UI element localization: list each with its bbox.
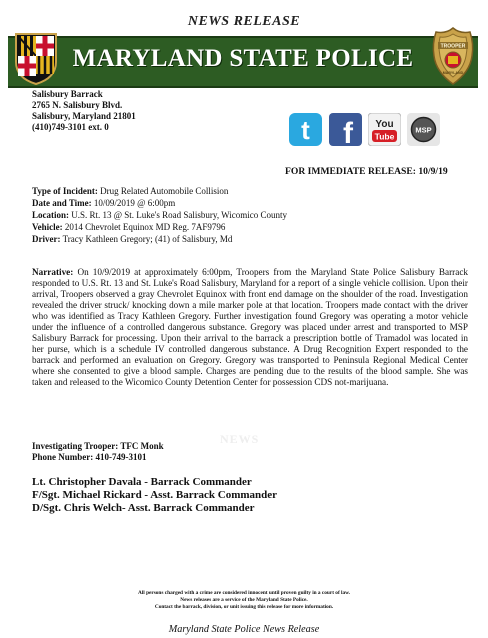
- incident-date-label: Date and Time:: [32, 198, 92, 208]
- narrative-paragraph: [32, 267, 468, 388]
- investigating-trooper: Investigating Trooper: TFC Monk: [32, 441, 164, 451]
- incident-type-label: Type of Incident:: [32, 186, 98, 196]
- msp-glyph: MSP: [415, 125, 432, 135]
- commander-line: D/Sgt. Chris Welch- Asst. Barrack Commander: [32, 502, 255, 514]
- news-release-heading: NEWS RELEASE: [187, 14, 301, 29]
- incident-date: [32, 198, 175, 209]
- youtube-top-glyph: You: [375, 119, 394, 130]
- twitter-glyph: t: [301, 115, 310, 145]
- incident-driver-value: Tracy Kathleen Gregory; (41) of Salisbury, Md: [60, 234, 233, 244]
- address-line-city: Salisbury, Maryland 21801: [32, 111, 136, 121]
- maryland-flag-shield-icon: [12, 28, 60, 86]
- address-line-street: 2765 N. Salisbury Blvd.: [32, 100, 123, 110]
- incident-date-value: 10/09/2019 @ 6:00pm: [91, 198, 176, 208]
- commander-line: F/Sgt. Michael Rickard - Asst. Barrack Commander: [32, 489, 278, 501]
- narrative-text: On 10/9/2019 at approximately 6:00pm, Troopers from the Maryland State Police Salisbury Barrack responded to U.S. Rt. 13 and St. Luke's Road Salisbury, Maryland for a report of a single vehicle collision. Upon their arrival, Troopers observed a gray Chevrolet Equinox with front end damage on the shoulder of the road. Investigation revealed the driver struck/ knocking down a mile marker pole at that location. Troopers made contact with the driver who was identified as Tracy Kathleen Gregory. Further investigation found Gregory was operating a motor vehicle under the influence of a controlled dangerous substance. Gregory was placed under arrest and transported to MSP Salisbury Barrack for processing. Upon their arrival to the barrack a prescription bottle of Tramadol was located in her purse, which is a schedule IV controlled dangerous substance. A Drug Recognition Expert responded to the barrack and performed an evaluation on Gregory. Gregory was transported to Peninsula Regional Medical Center where she consented to give a blood sample. Charges are pending due to the results of the blood sample. She was taken and released to the Wicomico County Detention Center for possession CDS not-marijuana.: [32, 267, 468, 387]
- incident-type: [32, 186, 228, 197]
- disclaimer-line: News releases are a service of the Maryland State Police.: [180, 597, 308, 603]
- disclaimer-line: All persons charged with a crime are considered innocent until proven guilty in a court of law.: [137, 590, 351, 596]
- news-watermark: NEWS: [220, 432, 260, 446]
- incident-location-label: Location:: [32, 210, 69, 220]
- msp-app-icon[interactable]: [407, 113, 440, 146]
- facebook-icon[interactable]: [329, 113, 362, 146]
- immediate-release-date: FOR IMMEDIATE RELEASE: 10/9/19: [285, 166, 448, 177]
- incident-location: [32, 210, 287, 221]
- footer-title: Maryland State Police News Release: [168, 624, 320, 635]
- badge-subtext: MARYLAND: [442, 71, 464, 75]
- youtube-icon[interactable]: [368, 113, 401, 146]
- twitter-icon[interactable]: [289, 113, 322, 146]
- address-line-phone: (410)749-3101 ext. 0: [32, 122, 109, 132]
- incident-driver: [32, 234, 232, 245]
- incident-vehicle: [32, 222, 225, 233]
- disclaimer-line: Contact the barrack, division, or unit issuing this release for more information.: [154, 604, 334, 610]
- incident-vehicle-label: Vehicle:: [32, 222, 63, 232]
- youtube-bottom-glyph: Tube: [374, 131, 395, 142]
- incident-vehicle-value: 2014 Chevrolet Equinox MD Reg. 7AF9796: [62, 222, 226, 232]
- banner-title: MARYLAND STATE POLICE: [72, 45, 414, 72]
- badge-text: TROOPER: [440, 43, 466, 50]
- trooper-badge-icon: [430, 26, 476, 86]
- investigating-phone: Phone Number: 410-749-3101: [32, 452, 147, 462]
- incident-location-value: U.S. Rt. 13 @ St. Luke's Road Salisbury, Wicomico County: [69, 210, 288, 220]
- commander-line: Lt. Christopher Davala - Barrack Commander: [32, 476, 252, 488]
- narrative-label: Narrative:: [32, 267, 74, 277]
- address-line-barrack: Salisbury Barrack: [32, 89, 103, 99]
- incident-type-value: Drug Related Automobile Collision: [97, 186, 229, 196]
- incident-driver-label: Driver:: [32, 234, 61, 244]
- facebook-glyph: f: [343, 117, 353, 146]
